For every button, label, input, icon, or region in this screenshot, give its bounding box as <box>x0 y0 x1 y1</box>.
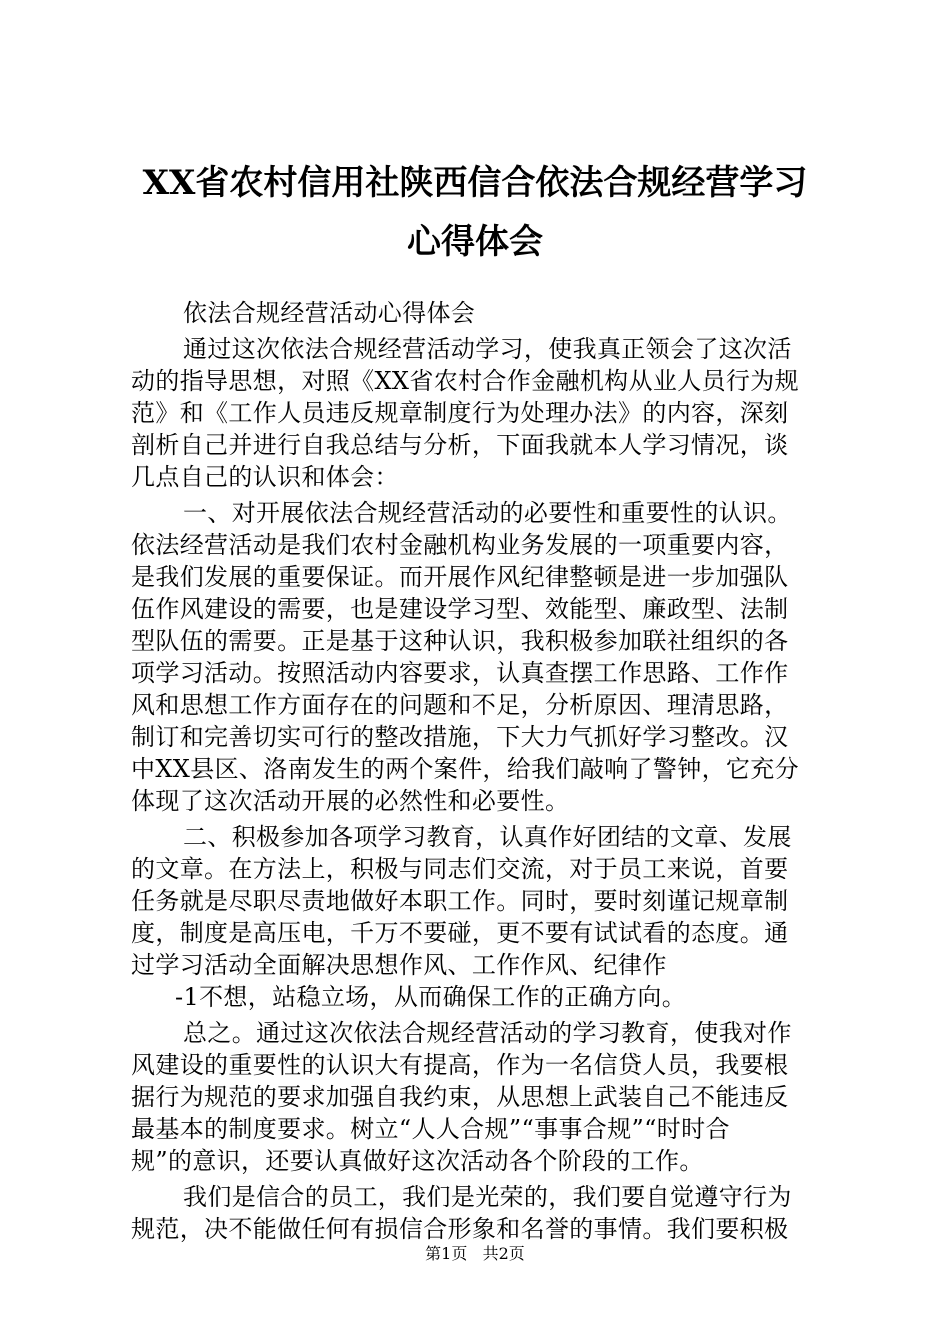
document-title-line-1: XX省农村信用社陕西信合依法合规经营学习 <box>142 163 808 203</box>
page-footer <box>0 1244 950 1264</box>
document-title-line-2: 心得体会 <box>407 222 543 262</box>
paragraph-line: 通过这次依法合规经营活动学习，使我真正领会了这次活 <box>183 335 792 363</box>
paragraph-line: 剖析自己并进行自我总结与分析，下面我就本人学习情况，谈 <box>131 431 789 459</box>
paragraph-line: 我们是信合的员工，我们是光荣的，我们要自觉遵守行为 <box>183 1183 792 1211</box>
paragraph-line: 制订和完善切实可行的整改措施，下大力气抓好学习整改。汉 <box>131 723 789 751</box>
paragraph-line: -1不想，站稳立场，从而确保工作的正确方向。 <box>175 983 687 1011</box>
paragraph-line: 风和思想工作方面存在的问题和不足，分析原因、理清思路， <box>131 691 789 719</box>
paragraph-line: 是我们发展的重要保证。而开展作风纪律整顿是进一步加强队 <box>131 563 789 591</box>
document-body <box>131 297 831 1245</box>
paragraph-line: 型队伍的需要。正是基于这种认识，我积极参加联社组织的各 <box>131 627 789 655</box>
paragraph-line: 体现了这次活动开展的必然性和必要性。 <box>131 787 570 815</box>
page-number-current: 第1页 <box>425 1244 468 1263</box>
paragraph-line: 一、对开展依法合规经营活动的必要性和重要性的认识。 <box>183 499 792 527</box>
paragraph-line: 的文章。在方法上，积极与同志们交流，对于员工来说，首要 <box>131 855 789 883</box>
paragraph-line: 任务就是尽职尽责地做好本职工作。同时，要时刻谨记规章制 <box>131 887 789 915</box>
paragraph-line: 过学习活动全面解决思想作风、工作作风、纪律作 <box>131 951 667 979</box>
paragraph-line: 动的指导思想，对照《XX省农村合作金融机构从业人员行为规 <box>131 367 799 395</box>
paragraph-line: 规”的意识，还要认真做好这次活动各个阶段的工作。 <box>131 1147 704 1175</box>
paragraph-line: 项学习活动。按照活动内容要求，认真查摆工作思路、工作作 <box>131 659 789 687</box>
paragraph-line: 据行为规范的要求加强自我约束，从思想上武装自己不能违反 <box>131 1083 789 1111</box>
paragraph-line: 风建设的重要性的认识大有提高，作为一名信贷人员，我要根 <box>131 1051 789 1079</box>
paragraph-line: 二、积极参加各项学习教育，认真作好团结的文章、发展 <box>183 823 792 851</box>
paragraph-line: 度，制度是高压电，千万不要碰，更不要有试试看的态度。通 <box>131 919 789 947</box>
paragraph-line: 中XX县区、洛南发生的两个案件，给我们敲响了警钟，它充分 <box>131 755 799 783</box>
page-number-total: 共2页 <box>482 1244 525 1263</box>
paragraph-line: 几点自己的认识和体会： <box>131 463 399 491</box>
paragraph-line: 总之。通过这次依法合规经营活动的学习教育，使我对作 <box>183 1019 792 1047</box>
paragraph-line: 依法经营活动是我们农村金融机构业务发展的一项重要内容， <box>131 531 789 559</box>
paragraph-line: 伍作风建设的需要，也是建设学习型、效能型、廉政型、法制 <box>131 595 789 623</box>
paragraph-heading: 依法合规经营活动心得体会 <box>183 299 476 327</box>
paragraph-line: 最基本的制度要求。树立“人人合规”“事事合规”“时时合 <box>131 1115 730 1143</box>
paragraph-line: 规范，决不能做任何有损信合形象和名誉的事情。我们要积极 <box>131 1215 789 1243</box>
paragraph-line: 范》和《工作人员违反规章制度行为处理办法》的内容，深刻 <box>131 399 789 427</box>
